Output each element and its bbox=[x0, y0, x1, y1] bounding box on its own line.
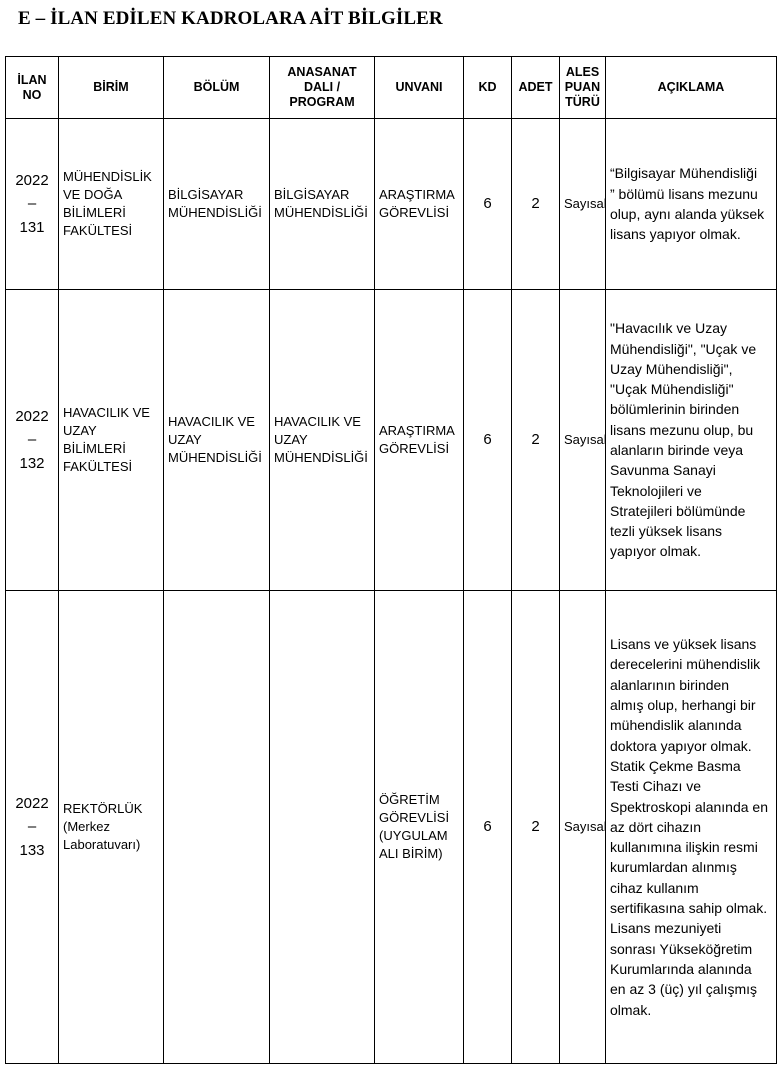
header-row bbox=[6, 57, 777, 119]
cell-line: alanlarının birinden bbox=[610, 676, 730, 693]
ilan-no-cell bbox=[6, 591, 59, 1064]
cell-line: – bbox=[27, 431, 37, 449]
cell-line: HAVACILIK VE bbox=[168, 414, 255, 430]
table-row bbox=[6, 290, 777, 591]
header-bolum: BÖLÜM bbox=[164, 57, 270, 119]
ales-cell: Sayısal bbox=[560, 290, 606, 591]
cell-line: doktora yapıyor olmak. bbox=[610, 737, 752, 754]
cell-line: ALI BİRİM) bbox=[379, 845, 443, 861]
cell-line: – bbox=[27, 818, 37, 836]
cell-line: Teknolojileri ve bbox=[610, 482, 702, 499]
cell-line: Spektroskopi alanında en bbox=[610, 798, 768, 815]
unvani-cell bbox=[375, 290, 464, 591]
cell-line: GÖREVLİSİ bbox=[379, 810, 450, 826]
birim-cell bbox=[59, 591, 164, 1064]
anasanat-cell bbox=[270, 119, 375, 290]
unvani-cell bbox=[375, 591, 464, 1064]
cell-line: REKTÖRLÜK bbox=[63, 801, 143, 817]
cell-line: HAVACILIK VE bbox=[274, 414, 361, 430]
cell-line: ” bölümü lisans mezunu bbox=[610, 185, 758, 202]
header-birim: BİRİM bbox=[59, 57, 164, 119]
cell-line: ÖĞRETİM bbox=[379, 792, 440, 808]
cell-line: 133 bbox=[19, 841, 45, 859]
cell-line: – bbox=[27, 195, 37, 213]
cell-line: FAKÜLTESİ bbox=[63, 458, 133, 474]
cell-line: kullanımına ilişkin resmi bbox=[610, 839, 758, 856]
table-row bbox=[6, 119, 777, 290]
kd-cell: 6 bbox=[464, 119, 512, 290]
cell-line: BİLGİSAYAR bbox=[168, 187, 244, 203]
adet-cell: 2 bbox=[512, 119, 560, 290]
cell-line: olup, aynı alanda yüksek bbox=[610, 206, 765, 222]
birim-cell bbox=[59, 119, 164, 290]
cell-line: kurumlardan alınmış bbox=[610, 859, 737, 876]
cell-line: "Uçak Mühendisliği" bbox=[610, 381, 734, 398]
cell-line: "Havacılık ve Uzay bbox=[610, 320, 728, 337]
ales-cell: Sayısal bbox=[560, 119, 606, 290]
cell-line: Uzay Mühendisliği", bbox=[610, 360, 733, 377]
header-ilan-no bbox=[6, 57, 59, 119]
cell-line: MÜHENDİSLİK bbox=[63, 169, 152, 185]
cell-line: cihaz kullanım bbox=[610, 879, 699, 896]
cell-line: tezli yüksek lisans bbox=[610, 523, 723, 540]
cell-line: Savunma Sanayi bbox=[610, 462, 716, 479]
staff-positions-table bbox=[5, 56, 777, 1064]
cell-line: sertifikasına sahip olmak. bbox=[610, 900, 768, 917]
cell-line: lisans yapıyor olmak. bbox=[610, 226, 741, 243]
cell-line: ARAŞTIRMA bbox=[379, 187, 455, 203]
kd-cell: 6 bbox=[464, 290, 512, 591]
cell-line: “Bilgisayar Mühendisliği bbox=[610, 165, 758, 182]
cell-line: NO bbox=[22, 87, 42, 102]
cell-line: Kurumlarında alanında bbox=[610, 960, 752, 977]
cell-line: derecelerini mühendislik bbox=[610, 656, 761, 673]
cell-line: (UYGULAM bbox=[379, 828, 448, 843]
cell-line: MÜHENDİSLİĞİ bbox=[168, 205, 262, 220]
header-unvani: UNVANI bbox=[375, 57, 464, 119]
cell-line: Testi Cihazı ve bbox=[610, 778, 702, 795]
aciklama-cell bbox=[606, 290, 777, 591]
cell-line: sonrası Yükseköğretim bbox=[610, 940, 753, 957]
cell-line: (Merkez bbox=[63, 819, 110, 835]
cell-line: UZAY bbox=[168, 432, 202, 448]
cell-line: 132 bbox=[19, 454, 45, 472]
cell-line: Lisans mezuniyeti bbox=[610, 920, 722, 937]
cell-line: Lisans ve yüksek lisans bbox=[610, 636, 757, 653]
section-title: E – İLAN EDİLEN KADROLARA AİT BİLGİLER bbox=[18, 8, 443, 29]
ales-cell: Sayısal bbox=[560, 591, 606, 1064]
cell-line: ARAŞTIRMA bbox=[379, 423, 455, 439]
header-kd: KD bbox=[464, 57, 512, 119]
cell-line: MÜHENDİSLİĞİ bbox=[274, 449, 368, 465]
cell-line: GÖREVLİSİ bbox=[379, 205, 450, 220]
cell-line: az dört cihazın bbox=[610, 818, 702, 835]
cell-line: olmak. bbox=[610, 1001, 652, 1018]
cell-line: Laboratuvarı) bbox=[63, 836, 141, 852]
cell-line: DALI / bbox=[303, 80, 341, 94]
anasanat-cell bbox=[270, 591, 375, 1064]
ilan-no-cell bbox=[6, 119, 59, 290]
birim-cell bbox=[59, 290, 164, 591]
adet-cell: 2 bbox=[512, 591, 560, 1064]
cell-line: 2022 bbox=[15, 408, 49, 426]
aciklama-cell bbox=[606, 119, 777, 290]
cell-line: UZAY bbox=[274, 432, 308, 448]
cell-line: BİLİMLERİ bbox=[63, 205, 126, 220]
cell-line: VE DOĞA bbox=[63, 187, 123, 203]
cell-line: bölümlerinin birinden bbox=[610, 401, 740, 418]
cell-line: almış olup, herhangi bir bbox=[610, 697, 756, 714]
cell-line: ANASANAT bbox=[287, 65, 357, 79]
cell-line: PROGRAM bbox=[289, 95, 355, 109]
cell-line: HAVACILIK VE bbox=[63, 405, 150, 421]
header-adet: ADET bbox=[512, 57, 560, 119]
cell-line: ALES bbox=[565, 65, 600, 79]
cell-line: MÜHENDİSLİĞİ bbox=[168, 449, 262, 465]
adet-cell: 2 bbox=[512, 290, 560, 591]
header-ales bbox=[560, 57, 606, 119]
cell-line: İLAN bbox=[17, 72, 47, 87]
cell-line: 2022 bbox=[15, 172, 49, 190]
ilan-no-cell bbox=[6, 290, 59, 591]
cell-line: MÜHENDİSLİĞİ bbox=[274, 205, 368, 220]
cell-line: lisans mezunu olup, bu bbox=[610, 421, 754, 438]
kd-cell: 6 bbox=[464, 591, 512, 1064]
bolum-cell bbox=[164, 119, 270, 290]
table-row bbox=[6, 591, 777, 1064]
cell-line: alanların birinde veya bbox=[610, 442, 744, 458]
cell-line: PUAN bbox=[564, 80, 601, 94]
header-anasanat bbox=[270, 57, 375, 119]
bolum-cell bbox=[164, 290, 270, 591]
cell-line: en az 3 (üç) yıl çalışmış bbox=[610, 981, 758, 998]
cell-line: GÖREVLİSİ bbox=[379, 441, 450, 456]
cell-line: 131 bbox=[19, 218, 45, 236]
cell-line: yapıyor olmak. bbox=[610, 543, 702, 560]
cell-line: FAKÜLTESİ bbox=[63, 222, 133, 238]
cell-line: Statik Çekme Basma bbox=[610, 757, 741, 774]
aciklama-cell bbox=[606, 591, 777, 1064]
cell-line: BİLGİSAYAR bbox=[274, 187, 350, 203]
anasanat-cell bbox=[270, 290, 375, 591]
cell-line: mühendislik alanında bbox=[610, 717, 742, 734]
bolum-cell bbox=[164, 591, 270, 1064]
cell-line: Stratejileri bölümünde bbox=[610, 502, 746, 519]
cell-line: Mühendisliği", "Uçak ve bbox=[610, 340, 757, 357]
cell-line: 2022 bbox=[15, 795, 49, 813]
cell-line: UZAY BİLİMLERİ bbox=[63, 423, 126, 456]
header-aciklama: AÇIKLAMA bbox=[606, 57, 777, 119]
cell-line: TÜRÜ bbox=[565, 95, 600, 109]
unvani-cell bbox=[375, 119, 464, 290]
